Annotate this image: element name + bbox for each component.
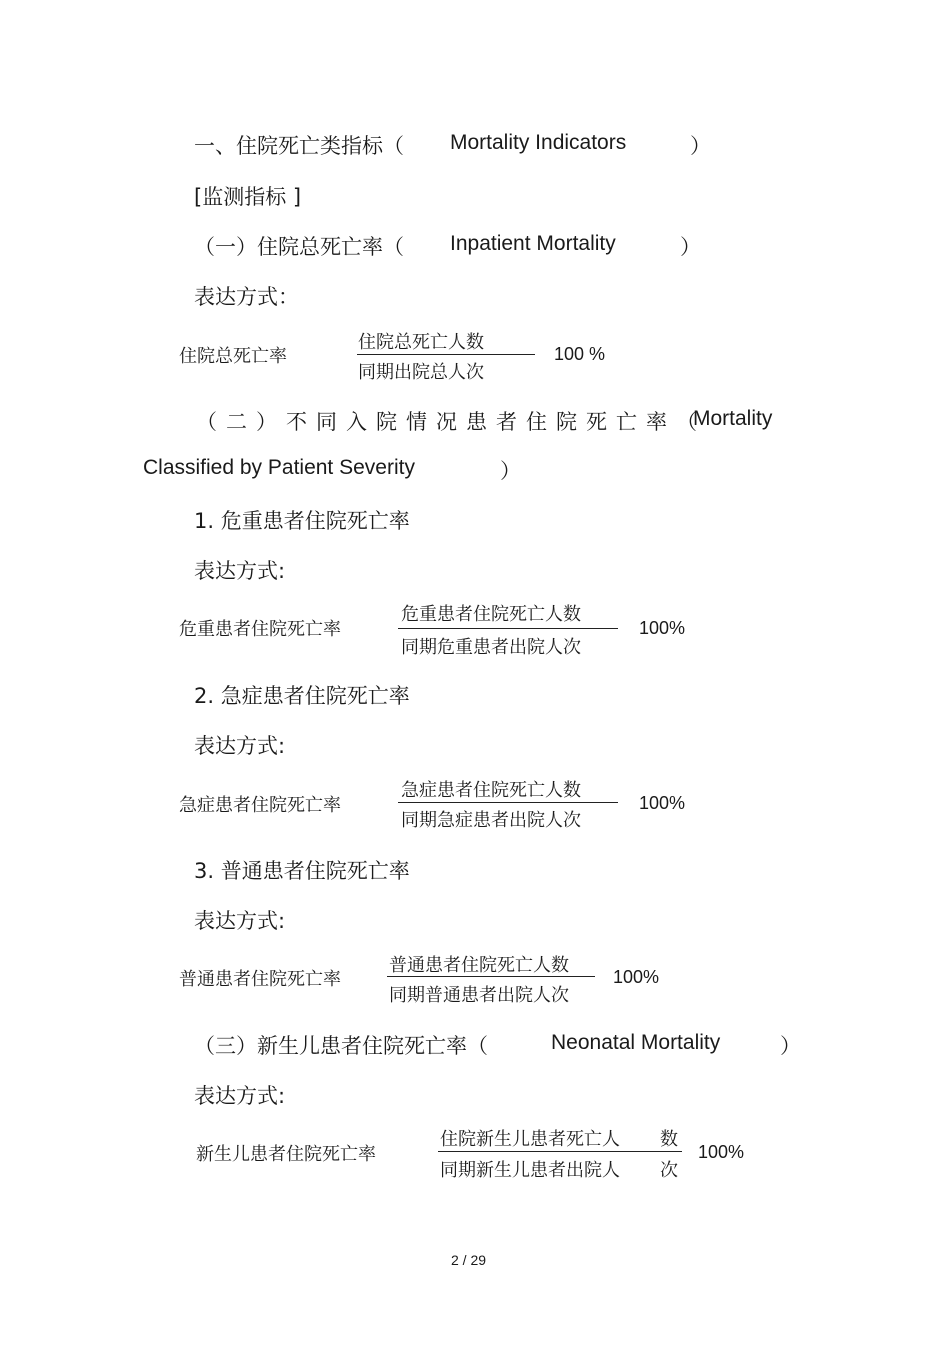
- sec3-formula-factor: 100%: [698, 1142, 745, 1162]
- sec2-title-cn: （二）不同入院情况患者住院死亡率（: [196, 410, 706, 434]
- sec2-item3-title: 3. 普通患者住院死亡率: [194, 859, 410, 883]
- sec2-item3-numerator: 普通患者住院死亡人数: [389, 955, 569, 976]
- monitor-label: [监测指标 ]: [194, 185, 302, 209]
- sec2-title-en1: Mortality: [693, 407, 773, 430]
- heading-cn: 一、住院死亡类指标（: [194, 134, 404, 158]
- sec2-item1-fraction-bar: [398, 628, 618, 629]
- heading-en: Mortality Indicators: [450, 131, 627, 154]
- heading-close-paren: ）: [690, 134, 711, 158]
- sec1-formula-denominator: 同期出院总人次: [358, 362, 484, 383]
- sec2-item3-denominator: 同期普通患者出院人次: [389, 985, 569, 1006]
- sec1-formula-lhs: 住院总死亡率: [179, 346, 287, 367]
- sec2-item2-denominator: 同期急症患者出院人次: [401, 810, 581, 831]
- sec2-item1-denominator: 同期危重患者出院人次: [401, 637, 581, 658]
- sec2-item3-expr-label: 表达方式:: [194, 909, 286, 933]
- sec1-title-close: ）: [680, 235, 701, 259]
- sec2-item1-lhs: 危重患者住院死亡率: [179, 619, 341, 640]
- sec2-item2-lhs: 急症患者住院死亡率: [179, 795, 341, 816]
- sec3-formula-numerator-b: 数: [660, 1129, 678, 1150]
- sec2-item3-lhs: 普通患者住院死亡率: [179, 969, 341, 990]
- sec2-item3-fraction-bar: [387, 976, 595, 977]
- sec3-title-cn: （三）新生儿患者住院死亡率（: [194, 1034, 488, 1058]
- sec2-item1-title: 1. 危重患者住院死亡率: [194, 509, 410, 533]
- sec2-item2-expr-label: 表达方式:: [194, 734, 286, 758]
- page-number: 2 / 29: [451, 1252, 487, 1268]
- sec3-formula-numerator-a: 住院新生儿患者死亡人: [440, 1129, 620, 1150]
- sec1-formula-factor: 100 %: [554, 344, 606, 364]
- sec2-item1-factor: 100%: [639, 618, 686, 638]
- sec3-formula-denominator-a: 同期新生儿患者出院人: [440, 1160, 620, 1181]
- sec3-title-en: Neonatal Mortality: [551, 1031, 721, 1054]
- sec2-item1-expr-label: 表达方式:: [194, 559, 286, 583]
- sec2-item1-numerator: 危重患者住院死亡人数: [401, 604, 581, 625]
- sec3-title-close: ）: [780, 1034, 801, 1058]
- sec1-fraction-bar: [357, 354, 535, 355]
- sec2-item2-fraction-bar: [398, 802, 618, 803]
- sec3-fraction-bar: [438, 1151, 682, 1152]
- sec1-formula-numerator: 住院总死亡人数: [358, 332, 484, 353]
- sec3-formula-denominator-b: 次: [660, 1160, 678, 1181]
- sec3-formula-lhs: 新生儿患者住院死亡率: [196, 1144, 376, 1165]
- sec1-title-cn: （一）住院总死亡率（: [194, 235, 404, 259]
- sec1-expr-label: 表达方式：: [194, 285, 299, 309]
- sec2-item2-factor: 100%: [639, 793, 686, 813]
- sec2-item2-title: 2. 急症患者住院死亡率: [194, 684, 410, 708]
- sec2-item2-numerator: 急症患者住院死亡人数: [401, 780, 581, 801]
- sec2-title-en2: Classified by Patient Severity: [143, 456, 415, 479]
- sec1-title-en: Inpatient Mortality: [450, 232, 616, 255]
- sec2-title-close: ）: [500, 459, 521, 483]
- heading-mortality-indicators: [194, 130, 404, 160]
- sec3-expr-label: 表达方式:: [194, 1084, 286, 1108]
- sec2-item3-factor: 100%: [613, 967, 660, 987]
